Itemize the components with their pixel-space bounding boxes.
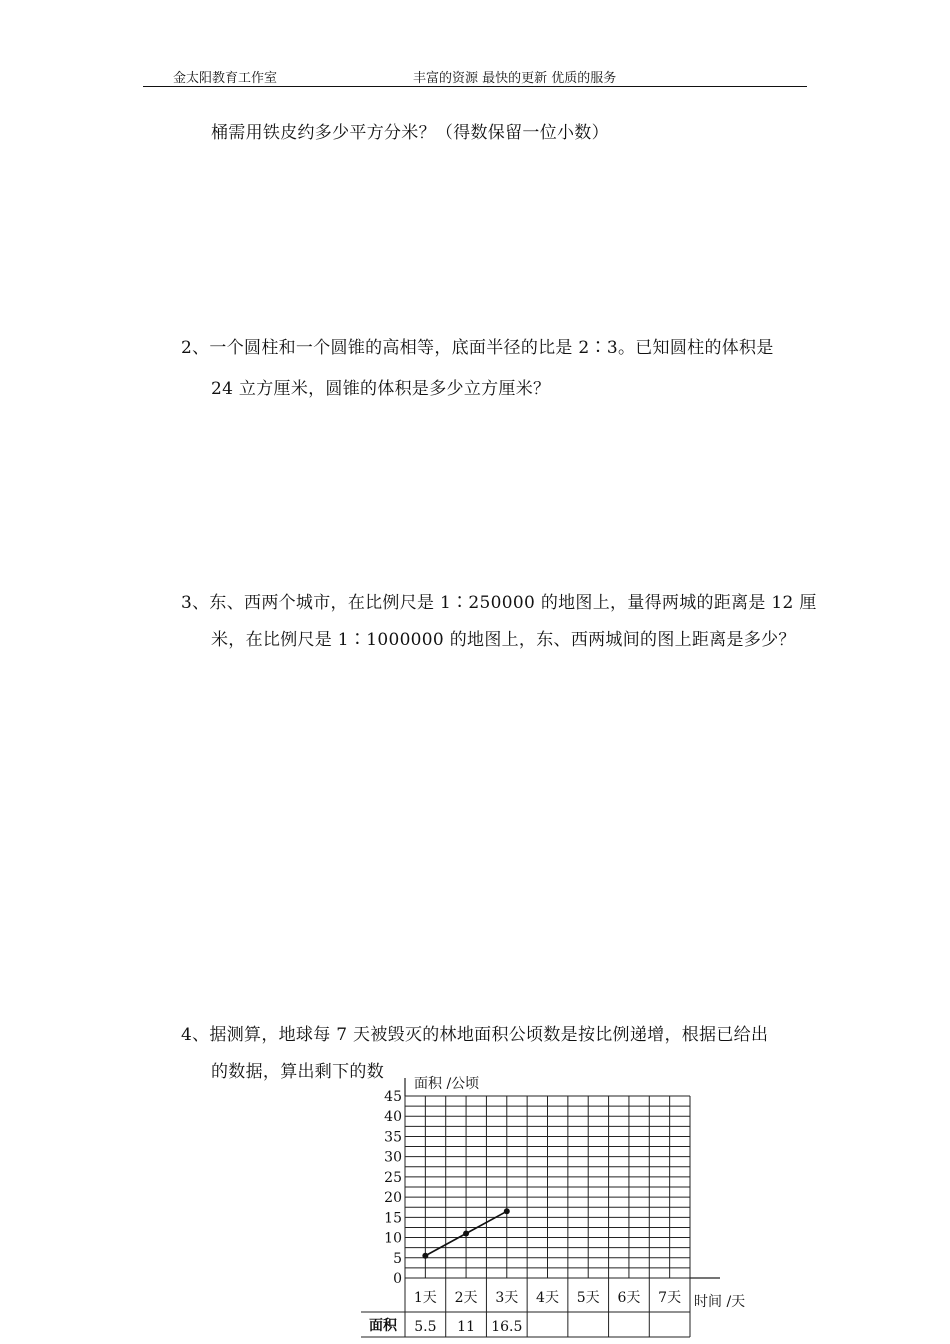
q4-line-2: 的数据，算出剩下的数 xyxy=(211,1062,384,1082)
table-row-label: 面积 xyxy=(369,1318,397,1334)
y-tick-label: 30 xyxy=(384,1149,402,1166)
x-axis-label: 时间 /天 xyxy=(694,1294,746,1310)
y-tick-label: 40 xyxy=(384,1109,402,1126)
x-tick-label: 4天 xyxy=(536,1290,559,1306)
table-value: 11 xyxy=(457,1319,475,1335)
x-tick-label: 5天 xyxy=(576,1290,600,1306)
q2-line-1: 2、一个圆柱和一个圆锥的高相等，底面半径的比是 2∶3。已知圆柱的体积是 xyxy=(181,338,774,358)
table-value: 16.5 xyxy=(491,1319,523,1335)
y-tick-label: 15 xyxy=(384,1210,402,1227)
y-tick-label: 35 xyxy=(384,1129,402,1146)
q4-line-1: 4、据测算，地球每 7 天被毁灭的林地面积公顷数是按比例递增，根据已给出 xyxy=(181,1025,769,1045)
data-point xyxy=(463,1231,469,1237)
x-tick-label: 2天 xyxy=(454,1290,478,1306)
header-studio-name: 金太阳教育工作室 xyxy=(173,71,278,86)
x-tick-label: 7天 xyxy=(658,1290,682,1306)
header-slogan: 丰富的资源 最快的更新 优质的服务 xyxy=(413,71,617,86)
y-tick-label: 0 xyxy=(393,1271,402,1287)
q3-line-1: 3、东、西两个城市，在比例尺是 1∶250000 的地图上，量得两城的距离是 12 厘 xyxy=(181,593,817,613)
y-tick-label: 5 xyxy=(393,1250,402,1267)
q1-line-1: 桶需用铁皮约多少平方分米？（得数保留一位小数） xyxy=(211,123,609,143)
data-point xyxy=(422,1253,428,1259)
q2-line-2: 24 立方厘米，圆锥的体积是多少立方厘米？ xyxy=(211,379,551,399)
x-tick-label: 6天 xyxy=(617,1290,641,1306)
y-tick-label: 20 xyxy=(384,1190,402,1207)
table-value: 5.5 xyxy=(414,1319,437,1335)
x-tick-label: 3天 xyxy=(495,1290,519,1306)
y-tick-label: 25 xyxy=(384,1169,402,1186)
data-point xyxy=(504,1208,510,1214)
y-axis-label: 面积 /公顷 xyxy=(414,1076,480,1092)
y-tick-label: 45 xyxy=(384,1089,402,1105)
x-tick-label: 1天 xyxy=(413,1290,437,1306)
q3-line-2: 米，在比例尺是 1∶1000000 的地图上，东、西两城间的图上距离是多少？ xyxy=(211,630,796,650)
y-tick-label: 10 xyxy=(384,1230,402,1247)
